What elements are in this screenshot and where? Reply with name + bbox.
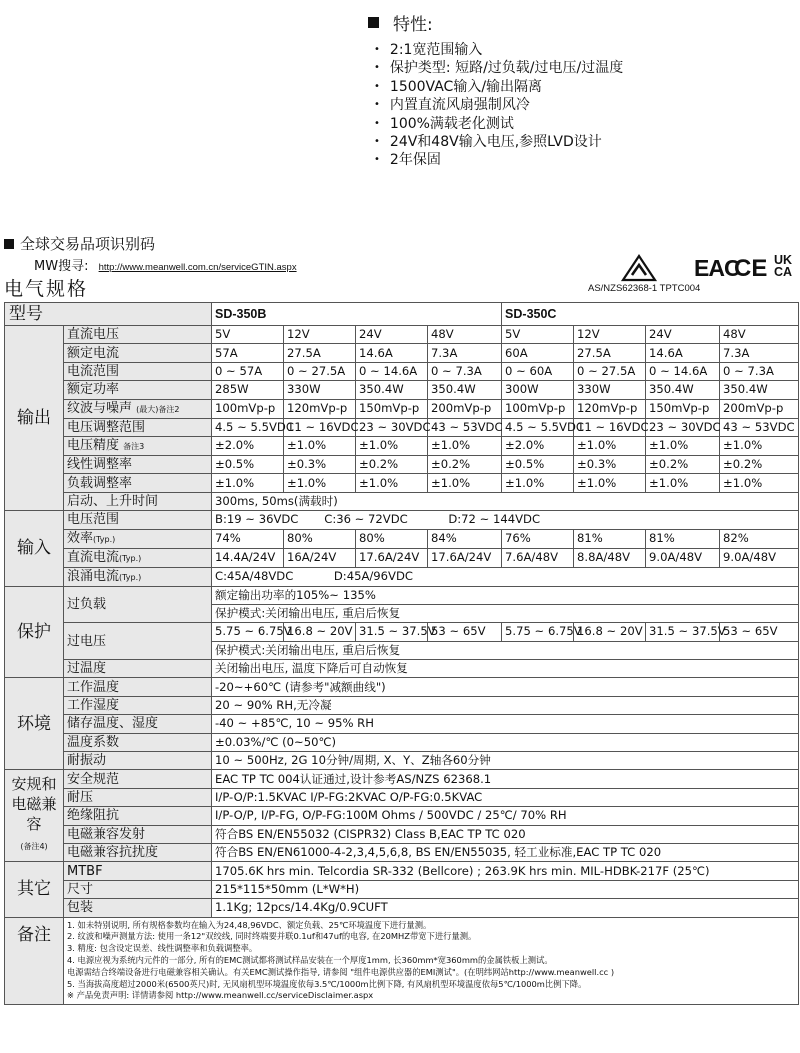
notes-text: 1. 如未特别说明, 所有规格参数均在输入为24,48,96VDC、额定负载、25℃环境温度下进行量测。 2. 纹波和噪声测量方法: 使用一条12"双绞线, 同时终端要并联0.1uf和47uf的电容, 在20MHZ带宽下进行量测。 3. 精度: 包含设定误差、线性调整率和负载调整率。 4. 电源应视为系统内元件的一部分, 所有的EMC测试都将测试样品安装在一个厚度1mm, 长360mm*宽360mm的金属铁板上测试。 电源需结合终端设备进行电磁兼容相关确认。有关EMC测试操作指导, 请参阅 "组件电源供应器的EMI测试"。(在明纬网站http://www.meanwell.cc ) 5. 当海拔高度超过2000米(6500英尺)时, 无风扇机型环境温度依每3.5℃/1000m比例下降, 有风扇机型环境温度依每5℃/1000m比例下降。 ※ 产品免责声明: 详情请参阅 http://www.meanwell.cc/serviceDisclaimer.aspx bbox=[64, 917, 799, 1005]
table-row: 电流范围 0 ~ 57A 0 ~ 27.5A 0 ~ 14.6A 0 ~ 7.3A 0 ~ 60A 0 ~ 27.5A 0 ~ 14.6A 0 ~ 7.3A bbox=[5, 362, 799, 380]
table-row: 直流电流(Typ.) 14.4A/24V 16A/24V 17.6A/24V 17.6A/24V 7.6A/48V 8.8A/48V 9.0A/48V 9.0A/48V bbox=[5, 548, 799, 567]
table-row: 其它 MTBF 1705.6K hrs min. Telcordia SR-332 (Bellcore) ; 263.9K hrs min. MIL-HDBK-217F (25℃) bbox=[5, 862, 799, 880]
table-row: 纹波与噪声 (最大)备注2 100mVp-p 120mVp-p 150mVp-p 200mVp-p 100mVp-p 120mVp-p 150mVp-p 200mVp-p bbox=[5, 399, 799, 418]
eac-icon: EAC bbox=[694, 255, 740, 281]
table-row: 温度系数 ±0.03%/℃ (0~50℃) bbox=[5, 733, 799, 751]
features-heading: 特性: bbox=[368, 10, 788, 35]
table-row bbox=[5, 917, 799, 1005]
table-row: 绝缘阻抗 I/P-O/P, I/P-FG, O/P-FG:100M Ohms / 500VDC / 25℃/ 70% RH bbox=[5, 807, 799, 825]
section-safety: 安规和电磁兼容 (备注4) bbox=[5, 770, 64, 862]
feature-item: • 100%满载老化测试 bbox=[374, 115, 788, 133]
table-row: 负载调整率 ±1.0% ±1.0% ±1.0% ±1.0% ±1.0% ±1.0% ±1.0% ±1.0% bbox=[5, 474, 799, 492]
model-row bbox=[5, 303, 799, 326]
table-row: 保护 过负载 额定输出功率的105%~ 135% bbox=[5, 586, 799, 604]
table-row: 储存温度、湿度 -40 ~ +85℃, 10 ~ 95% RH bbox=[5, 715, 799, 733]
mw-search-label: MW搜寻: bbox=[34, 259, 89, 274]
table-row: 保护模式:关闭输出电压, 重启后恢复 bbox=[5, 604, 799, 622]
feature-item: • 保护类型: 短路/过负载/过电压/过温度 bbox=[374, 59, 788, 77]
cert-standards-text: AS/NZS62368-1 TPTC004 bbox=[588, 283, 701, 294]
section-output: 输出 bbox=[5, 326, 64, 511]
table-row: 输出 直流电压 5V 12V 24V 48V 5V 12V 24V 48V bbox=[5, 326, 799, 344]
spec-table bbox=[4, 302, 799, 1005]
section-input: 输入 bbox=[5, 511, 64, 586]
model-c: SD-350C bbox=[502, 303, 799, 326]
rcm-icon bbox=[622, 255, 656, 281]
table-row: 过电压 5.75 ~ 6.75V 16.8 ~ 20V 31.5 ~ 37.5V 53 ~ 65V 5.75 ~ 6.75V 16.8 ~ 20V 31.5 ~ 37.5V 53 ~ 65V bbox=[5, 623, 799, 641]
table-row: 安规和电磁兼容 (备注4) 安全规范 EAC TP TC 004认证通过,设计参考AS/NZS 62368.1 bbox=[5, 770, 799, 788]
square-bullet-icon bbox=[4, 239, 14, 249]
table-row: 输入 电压范围 B:19 ~ 36VDC C:36 ~ 72VDC D:72 ~ 144VDC bbox=[5, 511, 799, 529]
features-section bbox=[368, 10, 788, 170]
table-row: 电磁兼容抗扰度 符合BS EN/EN61000-4-2,3,4,5,6,8, BS EN/EN55035, 轻工业标准,EAC TP TC 020 bbox=[5, 843, 799, 861]
table-row: 额定电流 57A 27.5A 14.6A 7.3A 60A 27.5A 14.6A 7.3A bbox=[5, 344, 799, 362]
table-row: 启动、上升时间 300ms, 50ms(满载时) bbox=[5, 492, 799, 510]
table-row: 耐压 I/P-O/P:1.5KVAC I/P-FG:2KVAC O/P-FG:0.5KVAC bbox=[5, 788, 799, 806]
spec-heading: 电气规格 bbox=[4, 278, 89, 300]
mw-search bbox=[34, 255, 297, 274]
feature-item: • 内置直流风扇强制风冷 bbox=[374, 96, 788, 114]
table-row: 工作湿度 20 ~ 90% RH,无冷凝 bbox=[5, 696, 799, 714]
model-label: 型号 bbox=[5, 303, 212, 326]
table-row: 包装 1.1Kg; 12pcs/14.4Kg/0.9CUFT bbox=[5, 899, 799, 917]
table-row: 额定功率 285W 330W 350.4W 350.4W 300W 330W 350.4W 350.4W bbox=[5, 381, 799, 399]
section-others: 其它 bbox=[5, 862, 64, 917]
feature-item: • 24V和48V输入电压,参照LVD设计 bbox=[374, 133, 788, 151]
feature-item: • 1500VAC输入/输出隔离 bbox=[374, 78, 788, 96]
ukca-icon: UK CA bbox=[774, 253, 793, 279]
model-b: SD-350B bbox=[212, 303, 502, 326]
table-row: 线性调整率 ±0.5% ±0.3% ±0.2% ±0.2% ±0.5% ±0.3% ±0.2% ±0.2% bbox=[5, 455, 799, 473]
table-row: 尺寸 215*115*50mm (L*W*H) bbox=[5, 880, 799, 898]
section-protection: 保护 bbox=[5, 586, 64, 678]
table-row: 电压调整范围 4.5 ~ 5.5VDC 11 ~ 16VDC 23 ~ 30VDC 43 ~ 53VDC 4.5 ~ 5.5VDC 11 ~ 16VDC 23 ~ 30VDC 43 ~ 53VDC bbox=[5, 418, 799, 436]
square-bullet-icon bbox=[368, 17, 379, 28]
gtin-heading: 全球交易品项识别码 bbox=[4, 233, 155, 254]
table-row: 耐振动 10 ~ 500Hz, 2G 10分钟/周期, X、Y、Z轴各60分钟 bbox=[5, 752, 799, 770]
table-row: 浪涌电流(Typ.) C:45A/48VDC D:45A/96VDC bbox=[5, 567, 799, 586]
table-row: 过温度 关闭输出电压, 温度下降后可自动恢复 bbox=[5, 660, 799, 678]
section-notes: 备注 bbox=[5, 917, 64, 1005]
table-row: 电磁兼容发射 符合BS EN/EN55032 (CISPR32) Class B,EAC TP TC 020 bbox=[5, 825, 799, 843]
table-row: 保护模式:关闭输出电压, 重启后恢复 bbox=[5, 641, 799, 659]
table-row: 环境 工作温度 -20~+60℃ (请参考"减额曲线") bbox=[5, 678, 799, 696]
features-list bbox=[368, 41, 788, 170]
feature-item: • 2年保固 bbox=[374, 151, 788, 169]
section-environment: 环境 bbox=[5, 678, 64, 770]
gtin-link[interactable]: http://www.meanwell.com.cn/serviceGTIN.aspx bbox=[98, 262, 297, 273]
feature-item: • 2:1宽范围输入 bbox=[374, 41, 788, 59]
table-row: 效率(Typ.) 74% 80% 80% 84% 76% 81% 81% 82% bbox=[5, 529, 799, 548]
ce-icon: CE bbox=[734, 255, 768, 282]
table-row: 电压精度 备注3 ±2.0% ±1.0% ±1.0% ±1.0% ±2.0% ±1.0% ±1.0% ±1.0% bbox=[5, 436, 799, 455]
